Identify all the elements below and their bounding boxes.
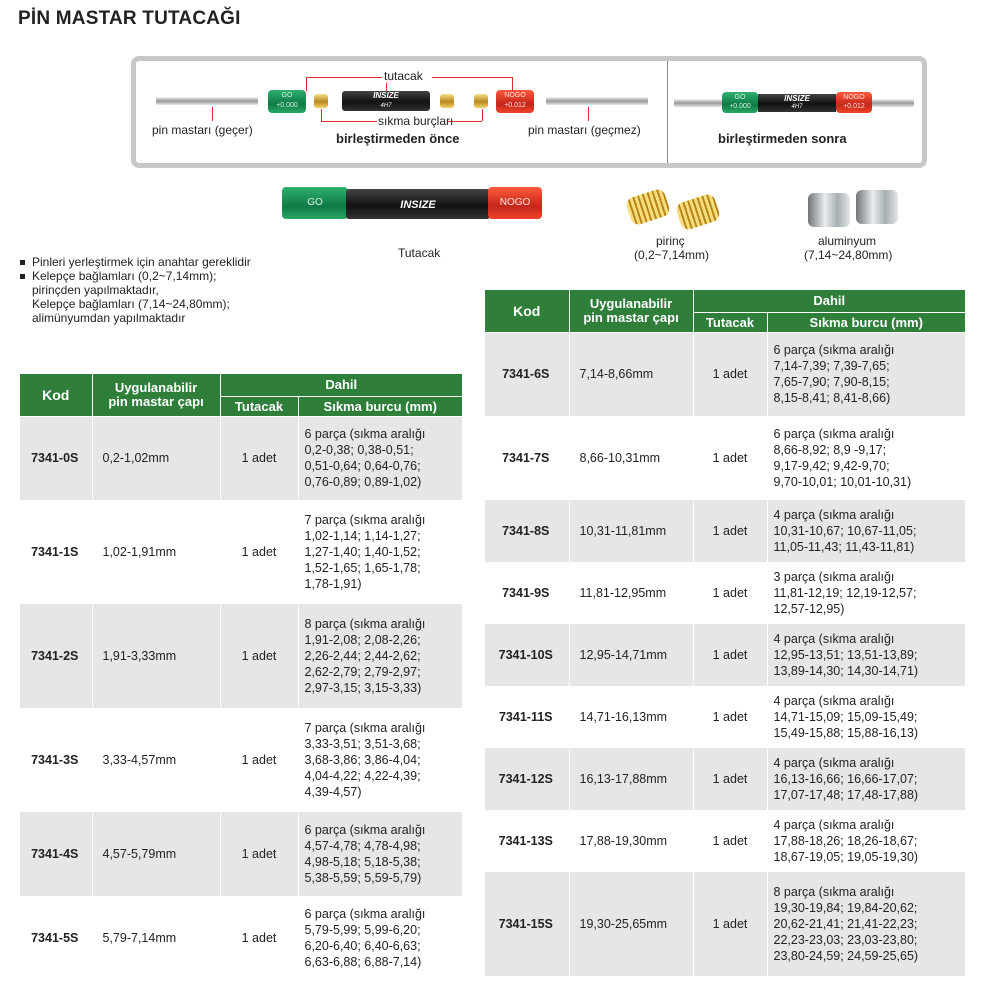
pin-gauge-nogo	[546, 97, 648, 105]
cell-range: 5,79-7,14mm	[92, 896, 220, 980]
cell-sikma: 4 parça (sıkma aralığı 14,71-15,09; 15,09-15,49; 15,49-15,88; 15,88-16,13)	[767, 686, 966, 748]
nogo-tolerance: +0.012	[843, 103, 865, 110]
table-row	[485, 872, 966, 976]
cell-sikma: 7 parça (sıkma aralığı 1,02-1,14; 1,14-1,27; 1,27-1,40; 1,40-1,52; 1,52-1,65; 1,65-1,78; 1,78-1,91)	[298, 500, 463, 604]
cell-range: 7,14-8,66mm	[569, 332, 693, 416]
callout-line	[306, 77, 307, 91]
header-sikma: Sıkma burcu (mm)	[298, 396, 463, 416]
go-end-assembled	[722, 92, 758, 113]
label-pin-gecer: pin mastarı (geçer)	[152, 123, 253, 137]
cell-range: 3,33-4,57mm	[92, 708, 220, 812]
note-item: Pinleri yerleştirmek için anahtar gereklidir	[20, 255, 251, 269]
cell-count: 1 adet	[220, 500, 298, 604]
aluminum-sleeve-icon	[808, 193, 850, 227]
cell-count: 1 adet	[220, 604, 298, 708]
cell-count: 1 adet	[220, 416, 298, 500]
cell-sikma: 4 parça (sıkma aralığı 16,13-16,66; 16,66-17,07; 17,07-17,48; 17,48-17,88)	[767, 748, 966, 810]
cell-kod: 7341-6S	[485, 332, 569, 416]
cell-count: 1 adet	[693, 810, 767, 872]
cell-sikma: 4 parça (sıkma aralığı 17,88-18,26; 18,26-18,67; 18,67-19,05; 19,05-19,30)	[767, 810, 966, 872]
header-uygulanabilir: Uygulanabilir pin mastar çapı	[569, 290, 693, 332]
cell-range: 17,88-19,30mm	[569, 810, 693, 872]
label-tutacak: tutacak	[384, 69, 423, 83]
cell-range: 1,02-1,91mm	[92, 500, 220, 604]
pin-gauge-assembled-right	[872, 99, 914, 107]
brass-sleeve-right-2	[474, 94, 488, 108]
label-pin-gecmez: pin mastarı (geçmez)	[528, 123, 641, 137]
nogo-end-assembled	[836, 92, 872, 113]
cell-kod: 7341-9S	[485, 562, 569, 624]
table-row	[20, 812, 463, 896]
table-row	[485, 500, 966, 562]
cell-sikma: 6 parça (sıkma aralığı 8,66-8,92; 8,9 -9,17; 9,17-9,42; 9,42-9,70; 9,70-10,01; 10,01-10,31)	[767, 416, 966, 500]
table-row	[20, 500, 463, 604]
header-kod: Kod	[485, 290, 569, 332]
cell-sikma: 3 parça (sıkma aralığı 11,81-12,19; 12,19-12,57; 12,57-12,95)	[767, 562, 966, 624]
spec-table-right	[485, 290, 966, 976]
brass-sleeve-right	[440, 94, 454, 108]
notes-list	[20, 255, 251, 325]
pin-gauge-go	[156, 97, 258, 105]
callout-line	[321, 109, 322, 121]
cell-count: 1 adet	[693, 416, 767, 500]
cell-kod: 7341-4S	[20, 812, 92, 896]
cell-count: 1 adet	[220, 812, 298, 896]
cell-range: 0,2-1,02mm	[92, 416, 220, 500]
cell-range: 1,91-3,33mm	[92, 604, 220, 708]
callout-line	[432, 77, 512, 78]
aluminum-sleeve-icon	[856, 190, 898, 224]
table-row	[485, 624, 966, 686]
cell-sikma: 6 parça (sıkma aralığı 4,57-4,78; 4,78-4,98; 4,98-5,18; 5,18-5,38; 5,38-5,59; 5,59-5,79)	[298, 812, 463, 896]
cell-kod: 7341-5S	[20, 896, 92, 980]
table-row	[485, 416, 966, 500]
cell-count: 1 adet	[693, 872, 767, 976]
label-after: birleştirmeden sonra	[718, 131, 847, 146]
cell-range: 8,66-10,31mm	[569, 416, 693, 500]
cell-sikma: 4 parça (sıkma aralığı 10,31-10,67; 10,67-11,05; 11,05-11,43; 11,43-11,81)	[767, 500, 966, 562]
cell-range: 10,31-11,81mm	[569, 500, 693, 562]
header-uygulanabilir: Uygulanabilir pin mastar çapı	[92, 374, 220, 416]
table-row	[20, 416, 463, 500]
cell-range: 4,57-5,79mm	[92, 812, 220, 896]
brass-caption: pirinç	[656, 234, 685, 248]
table-row	[485, 562, 966, 624]
brass-sleeve-icon	[675, 193, 722, 232]
brand-label: INSIZE	[373, 91, 399, 100]
cell-kod: 7341-7S	[485, 416, 569, 500]
cell-kod: 7341-1S	[20, 500, 92, 604]
table-row	[485, 810, 966, 872]
cell-kod: 7341-8S	[485, 500, 569, 562]
callout-line	[482, 109, 483, 121]
cell-kod: 7341-3S	[20, 708, 92, 812]
table-row	[20, 708, 463, 812]
header-tutacak: Tutacak	[220, 396, 298, 416]
header-tutacak: Tutacak	[693, 312, 767, 332]
cell-sikma: 8 parça (sıkma aralığı 1,91-2,08; 2,08-2,26; 2,26-2,44; 2,44-2,62; 2,62-2,79; 2,79-2,97; 2,97-3,15; 3,15-3,33)	[298, 604, 463, 708]
bar-size: 4H7	[791, 104, 803, 110]
spec-table-left	[20, 374, 463, 980]
table-row	[485, 748, 966, 810]
cell-sikma: 4 parça (sıkma aralığı 12,95-13,51; 13,51-13,89; 13,89-14,30; 14,30-14,71)	[767, 624, 966, 686]
go-tolerance: +0.000	[729, 103, 751, 110]
cell-range: 16,13-17,88mm	[569, 748, 693, 810]
nogo-label: NOGO	[504, 92, 526, 99]
callout-line	[306, 77, 382, 78]
callout-line	[512, 77, 513, 91]
cell-sikma: 8 parça (sıkma aralığı 19,30-19,84; 19,84-20,62; 20,62-21,41; 21,41-22,23; 22,23-23,03; 23,03-23,80; 23,80-24,59; 24,59-25,65)	[767, 872, 966, 976]
cell-sikma: 6 parça (sıkma aralığı 5,79-5,99; 5,99-6,20; 6,20-6,40; 6,40-6,63; 6,63-6,88; 6,88-7,14)	[298, 896, 463, 980]
aluminum-range: (7,14~24,80mm)	[804, 248, 893, 262]
cell-kod: 7341-11S	[485, 686, 569, 748]
holder-bar-large: INSIZE	[346, 189, 490, 219]
cell-range: 11,81-12,95mm	[569, 562, 693, 624]
cell-sikma: 6 parça (sıkma aralığı 7,14-7,39; 7,39-7,65; 7,65-7,90; 7,90-8,15; 8,15-8,41; 8,41-8,66)	[767, 332, 966, 416]
holder-bar-assembled	[758, 94, 836, 112]
table-row	[485, 332, 966, 416]
header-kod: Kod	[20, 374, 92, 416]
nogo-label: NOGO	[843, 94, 865, 101]
cell-count: 1 adet	[693, 332, 767, 416]
go-label: GO	[734, 94, 746, 101]
cell-count: 1 adet	[693, 500, 767, 562]
page-title: PİN MASTAR TUTACAĞI	[18, 8, 241, 29]
label-before: birleştirmeden önce	[336, 131, 460, 146]
brass-range: (0,2~7,14mm)	[634, 248, 710, 262]
cell-kod: 7341-12S	[485, 748, 569, 810]
cell-count: 1 adet	[693, 748, 767, 810]
go-end-small	[268, 90, 306, 113]
cell-range: 14,71-16,13mm	[569, 686, 693, 748]
cell-count: 1 adet	[220, 896, 298, 980]
cell-sikma: 6 parça (sıkma aralığı 0,2-0,38; 0,38-0,51; 0,51-0,64; 0,64-0,76; 0,76-0,89; 0,89-1,02)	[298, 416, 463, 500]
note-item: Kelepçe bağlamları (0,2~7,14mm); pirinçden yapılmaktadır, Kelepçe bağlamları (7,14~24,80mm); alimünyumdan yapılmaktadır	[20, 269, 251, 325]
brand-label: INSIZE	[784, 94, 810, 103]
cell-kod: 7341-15S	[485, 872, 569, 976]
cell-kod: 7341-13S	[485, 810, 569, 872]
assembly-diagram	[131, 56, 927, 168]
go-tolerance: +0.000	[276, 102, 298, 109]
divider	[667, 61, 668, 163]
cell-kod: 7341-10S	[485, 624, 569, 686]
brass-sleeve-left	[314, 94, 328, 108]
cell-count: 1 adet	[693, 624, 767, 686]
header-sikma: Sıkma burcu (mm)	[767, 312, 966, 332]
holder-bar-small	[342, 91, 430, 111]
callout-line	[321, 121, 377, 122]
cell-count: 1 adet	[693, 686, 767, 748]
cell-count: 1 adet	[693, 562, 767, 624]
cell-sikma: 7 parça (sıkma aralığı 3,33-3,51; 3,51-3,68; 3,68-3,86; 3,86-4,04; 4,04-4,22; 4,22-4,39; 4,39-4,57)	[298, 708, 463, 812]
nogo-end-large: NOGO	[488, 187, 542, 219]
callout-line	[588, 107, 589, 121]
go-label: GO	[281, 92, 293, 99]
bar-size: 4H7	[380, 103, 392, 109]
table-row	[20, 604, 463, 708]
nogo-tolerance: +0.012	[504, 102, 526, 109]
callout-line	[386, 83, 387, 91]
aluminum-caption: aluminyum	[818, 234, 877, 248]
header-dahil: Dahil	[693, 290, 966, 312]
go-end-large: GO	[282, 187, 348, 219]
nogo-end-small	[496, 90, 534, 113]
cell-range: 19,30-25,65mm	[569, 872, 693, 976]
table-row	[20, 896, 463, 980]
label-sikma: sıkma burçları	[378, 114, 454, 128]
cell-kod: 7341-2S	[20, 604, 92, 708]
pin-gauge-assembled-left	[674, 99, 722, 107]
cell-kod: 7341-0S	[20, 416, 92, 500]
table-row	[485, 686, 966, 748]
brass-sleeve-icon	[625, 188, 672, 227]
cell-count: 1 adet	[220, 708, 298, 812]
cell-range: 12,95-14,71mm	[569, 624, 693, 686]
holder-caption: Tutacak	[398, 246, 441, 260]
header-dahil: Dahil	[220, 374, 463, 396]
callout-line	[212, 107, 213, 121]
